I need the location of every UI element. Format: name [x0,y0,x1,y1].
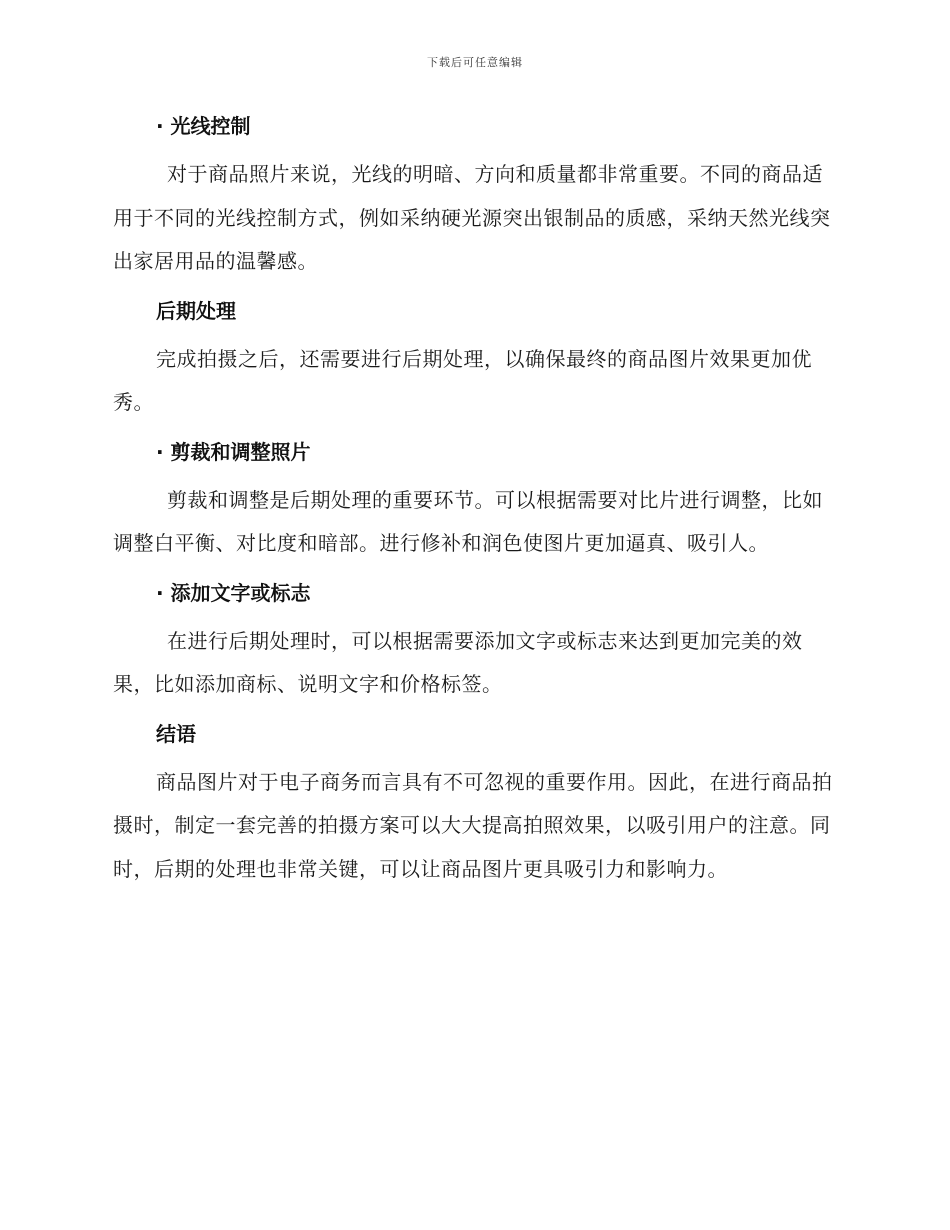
section-heading-add-text-logo: · 添加文字或标志 [156,580,311,605]
section-heading-crop-adjust: · 剪裁和调整照片 [156,439,311,464]
paragraph-crop-adjust: 剪裁和调整是后期处理的重要环节。可以根据需要对比片进行调整，比如调整白平衡、对比度和暗部。进行修补和润色使图片更加逼真、吸引人。 [113,487,823,555]
document-body [113,110,833,891]
paragraph-add-text-logo: 在进行后期处理时，可以根据需要添加文字或标志来达到更加完美的效果，比如添加商标、说明文字和价格标签。 [113,628,803,696]
section-heading-post-processing: 后期处理 [156,298,236,323]
section-heading-light-control: · 光线控制 [156,114,251,138]
section-heading-conclusion: 结语 [156,721,196,746]
paragraph-conclusion: 商品图片对于电子商务而言具有不可忽视的重要作用。因此，在进行商品拍摄时，制定一套完善的拍摄方案可以大大提高拍照效果，以吸引用户的注意。同时，后期的处理也非常关键，可以让商品图片更具吸引力和影响力。 [113,769,833,881]
page-header: 下载后可任意编辑 [427,56,523,69]
paragraph-light-control: 对于商品照片来说，光线的明暗、方向和质量都非常重要。不同的商品适用于不同的光线控制方式，例如采纳硬光源突出银制品的质感，采纳天然光线突出家居用品的温馨感。 [113,162,831,273]
paragraph-post-processing: 完成拍摄之后，还需要进行后期处理，以确保最终的商品图片效果更加优秀。 [113,346,812,414]
